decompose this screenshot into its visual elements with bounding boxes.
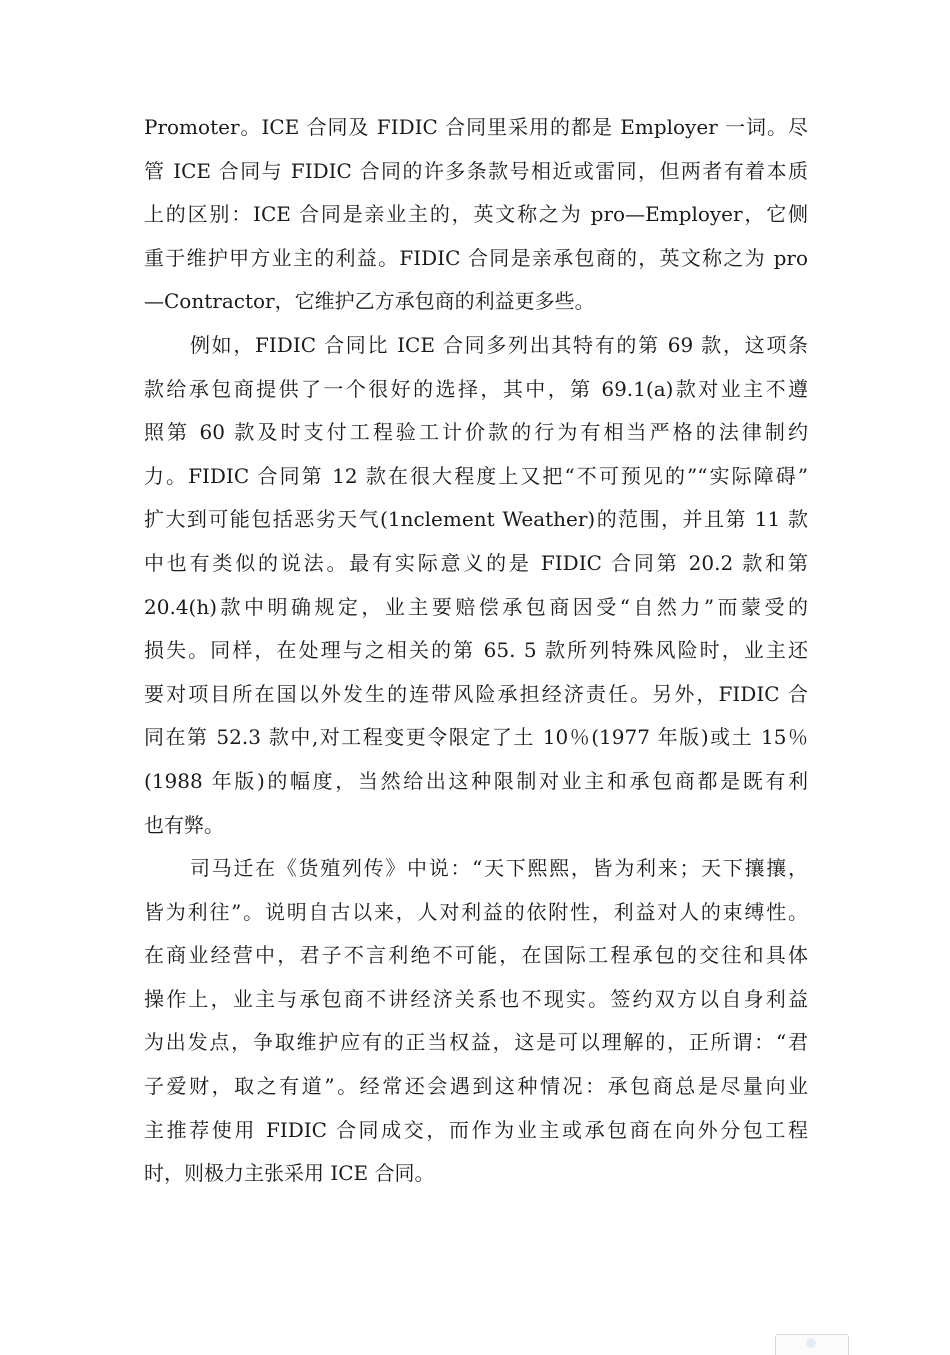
paragraph-1-line-4: 重于维护甲方业主的利益。FIDIC 合同是亲承包商的，英文称之为 pro [144, 245, 808, 270]
paragraph-2-line-3: 照第 60 款及时支付工程验工计价款的行为有相当严格的法律制约 [144, 420, 808, 445]
paragraph-1-line-1: Promoter。ICE 合同及 FIDIC 合同里采用的都是 Employer 一词。尽 [144, 115, 808, 139]
paragraph-3-line-5: 为出发点，争取维护应有的正当权益，这是可以理解的，正所谓：“君 [144, 1030, 808, 1055]
paragraph-2-line-10: 同在第 52.3 款中,对工程变更令限定了土 10％(1977 年版)或土 15％ [144, 725, 808, 750]
paragraph-3-line-6: 子爱财，取之有道”。经常还会遇到这种情况：承包商总是尽量向业 [144, 1074, 808, 1099]
paragraph-2-line-11: (1988 年版)的幅度，当然给出这种限制对业主和承包商都是既有利 [144, 768, 808, 793]
paragraph-3-line-8: 时，则极力主张采用 ICE 合同。 [144, 1161, 435, 1186]
paragraph-2-line-12: 也有弊。 [144, 812, 224, 837]
paragraph-1-line-5: —Contractor，它维护乙方承包商的利益更多些。 [144, 289, 595, 314]
corner-dot-icon [806, 1338, 816, 1348]
paragraph-3-line-1: 司马迁在《货殖列传》中说：“天下熙熙，皆为利来；天下攘攘， [190, 856, 808, 881]
paragraph-2-line-4: 力。FIDIC 合同第 12 款在很大程度上又把“不可预见的”“实际障碍” [144, 463, 808, 488]
paragraph-2-line-2: 款给承包商提供了一个很好的选择，其中，第 69.1(a)款对业主不遵 [144, 376, 808, 401]
page-corner-mark [775, 1334, 849, 1355]
paragraph-3-line-7: 主推荐使用 FIDIC 合同成交，而作为业主或承包商在向外分包工程 [144, 1117, 808, 1142]
paragraph-1-line-3: 上的区别：ICE 合同是亲业主的，英文称之为 pro—Employer，它侧 [144, 202, 808, 227]
body-text [144, 106, 808, 1196]
paragraph-3-line-4: 操作上，业主与承包商不讲经济关系也不现实。签约双方以自身利益 [144, 986, 808, 1011]
paragraph-3-line-3: 在商业经营中，君子不言利绝不可能，在国际工程承包的交往和具体 [144, 943, 808, 968]
paragraph-2-line-7: 20.4(h)款中明确规定，业主要赔偿承包商因受“自然力”而蒙受的 [144, 594, 808, 619]
paragraph-2-line-5: 扩大到可能包括恶劣天气(1nclement Weather)的范围，并且第 11 款 [144, 507, 808, 532]
paragraph-2-line-8: 损失。同样，在处理与之相关的第 65. 5 款所列特殊风险时，业主还 [144, 638, 808, 663]
paragraph-3-line-2: 皆为利往”。说明自古以来，人对利益的依附性，利益对人的束缚性。 [144, 899, 808, 924]
paragraph-2-line-6: 中也有类似的说法。最有实际意义的是 FIDIC 合同第 20.2 款和第 [144, 550, 808, 575]
paragraph-2-line-9: 要对项目所在国以外发生的连带风险承担经济责任。另外，FIDIC 合 [144, 681, 808, 706]
paragraph-1-line-2: 管 ICE 合同与 FIDIC 合同的许多条款号相近或雷同，但两者有着本质 [144, 158, 808, 183]
paragraph-2-line-1: 例如，FIDIC 合同比 ICE 合同多列出其特有的第 69 款，这项条 [190, 332, 808, 357]
